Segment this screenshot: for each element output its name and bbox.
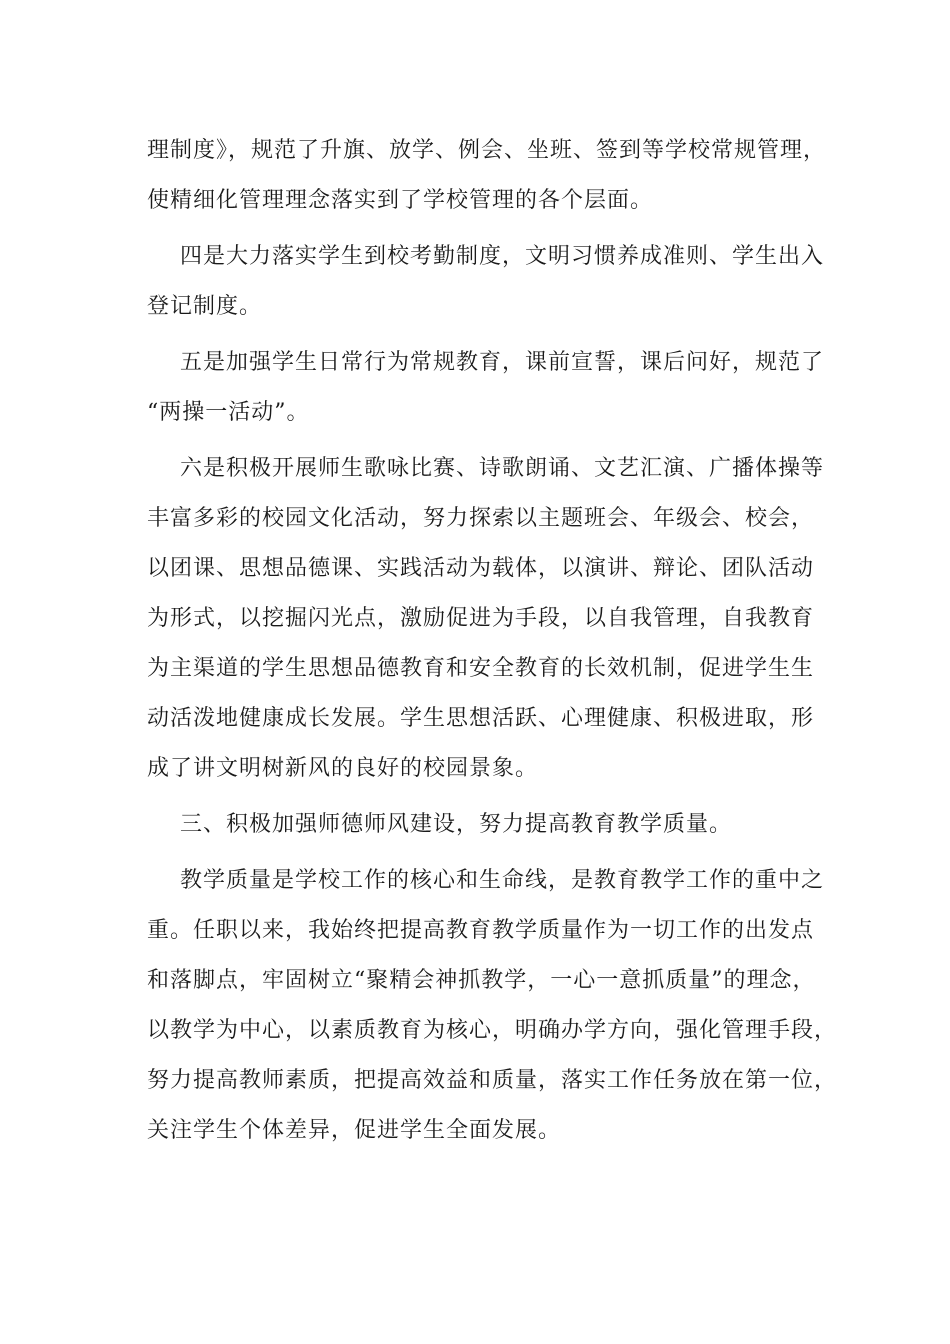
text-line: 以团课、思想品德课、实践活动为载体，以演讲、辩论、团队活动 (147, 556, 815, 581)
text-line: 理制度》，规范了升旗、放学、例会、坐班、签到等学校常规管理， (147, 138, 827, 163)
text-line: 为形式，以挖掘闪光点，激励促进为手段，以自我管理，自我教育 (147, 606, 815, 631)
text-line: 登记制度。 (147, 294, 263, 319)
text-line: 重。任职以来，我始终把提高教育教学质量作为一切工作的出发点 (147, 918, 815, 943)
text-line: 丰富多彩的校园文化活动，努力探索以主题班会、年级会、校会， (147, 506, 815, 531)
text-line: “两操一活动”。 (147, 400, 310, 425)
text-line: 以教学为中心，以素质教育为核心，明确办学方向，强化管理手段， (147, 1018, 838, 1043)
text-line: 关注学生个体差异，促进学生全面发展。 (147, 1118, 562, 1143)
paragraph-first-line: 四是大力落实学生到校考勤制度，文明习惯养成准则、学生出入 (180, 244, 825, 269)
paragraph-first-line: 教学质量是学校工作的核心和生命线，是教育教学工作的重中之 (180, 868, 825, 893)
text-line: 成了讲文明树新风的良好的校园景象。 (147, 756, 539, 781)
text-line: 使精细化管理理念落实到了学校管理的各个层面。 (147, 188, 654, 213)
text-line: 为主渠道的学生思想品德教育和安全教育的长效机制，促进学生生 (147, 656, 815, 681)
paragraph-first-line: 五是加强学生日常行为常规教育，课前宣誓，课后问好，规范了 (180, 350, 825, 375)
text-line: 动活泼地健康成长发展。学生思想活跃、心理健康、积极进取，形 (147, 706, 815, 731)
text-line: 努力提高教师素质，把提高效益和质量，落实工作任务放在第一位， (147, 1068, 838, 1093)
section-heading: 三、积极加强师德师风建设，努力提高教育教学质量。 (180, 812, 733, 837)
text-line: 和落脚点，牢固树立“聚精会神抓教学，一心一意抓质量”的理念， (147, 968, 816, 993)
paragraph-first-line: 六是积极开展师生歌咏比赛、诗歌朗诵、文艺汇演、广播体操等 (180, 456, 825, 481)
